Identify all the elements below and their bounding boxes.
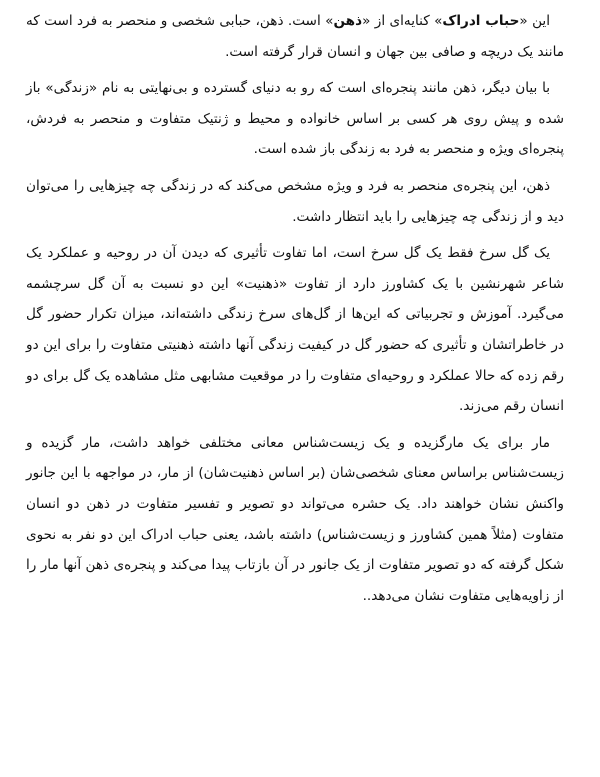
bold-term-perception-bubble: حباب ادراک [442,13,520,29]
intro-middle: » کنایه‌ای از « [362,13,443,29]
intro-prefix: این « [519,13,550,29]
paragraph-snake: مار برای یک مارگزیده و یک زیست‌شناس معانی مختلفی خواهد داشت، مار گزیده و زیست‌شناس براساس معنای شخصی‌شان (بر اساس ذهنیت‌شان) از مار، در مواجهه با این جانور واکنش نشان خواهند داد. یک حشره می‌تواند دو تصویر و تفسیر متفاوت در ذهن دو انسان متفاوت (مثلاً همین کشاورز و زیست‌شناس) داشته باشد، یعنی حباب ادراک این دو نفر به نحوی شکل گرفته که دو تصویر متفاوت از یک جانور در آن بازتاب پیدا می‌کند و پنجره‌ی ذهن آنها مار را از زاویه‌هایی متفاوت نشان می‌دهد.. [26,434,564,604]
paragraph-window: با بیان دیگر، ذهن مانند پنجره‌ای است که رو به دنیای گسترده و بی‌نهایتی به نام «زندگی» باز شده و پیش روی هر کسی بر اساس خانواده و محیط و ژنتیک متفاوت و منحصر به فردش، پنجره‌ای ویژه و منحصر به فرد به زندگی باز شده است. [26,80,564,158]
paragraph-rose: یک گل سرخ فقط یک گل سرخ است، اما تفاوت تأثیری که دیدن آن در روحیه و عملکرد یک شاعر شهرنشین با یک کشاورز دارد از تفاوت «ذهنیت» این دو نسبت به آن گل سرچشمه می‌گیرد. آموزش و تجربیاتی که این‌ها از گل‌های سرخ زندگی داشته‌اند، میزان تکرار حضور گل در خاطراتشان و تأثیری که حضور گل در کیفیت زندگی آنها داشته ذهنیتی متفاوت را برای این دو رقم زده که حالا عملکرد و روحیه‌ای متفاوت را در موقعیت مشابهی مثل مشاهده یک گل برای دو انسان رقم می‌زند. [26,245,564,415]
paragraph-intro [26,6,564,67]
bold-term-mind: ذهن [333,13,363,29]
paragraph-expectation: ذهن، این پنجره‌ی منحصر به فرد و ویژه مشخص می‌کند که در زندگی چه چیزهایی را می‌توان دید و از زندگی چه چیزهایی را باید انتظار داشت. [26,177,564,225]
intro-suffix: » است. ذهن، حبابی شخصی و منحصر به فرد است که مانند یک دریچه و صافی بین جهان و انسان قرار گرفته است. [26,13,564,60]
